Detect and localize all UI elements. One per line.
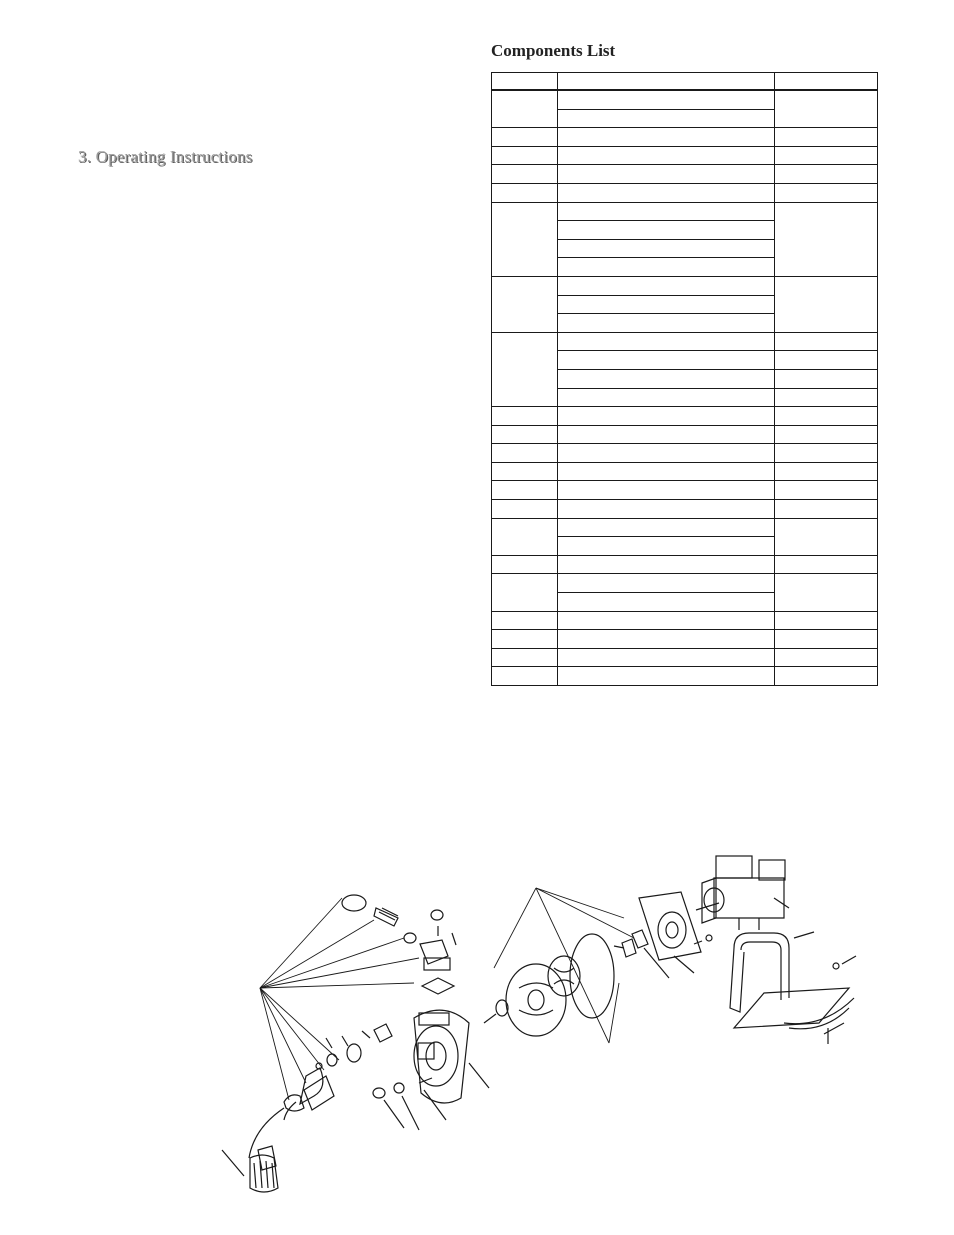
elbow-fitting-icon [342,895,456,970]
description-cell [558,611,775,630]
part-number-cell [492,165,558,184]
description-cell [558,183,775,202]
section-heading: 3. Operating Instructions [78,147,253,166]
description-cell [558,574,775,593]
description-cell [558,593,775,612]
table-row [492,500,878,519]
table-row [492,667,878,686]
description-cell [558,221,775,240]
table-header-cell [775,73,878,91]
quantity-cell [775,388,878,407]
part-number-cell [492,128,558,147]
quantity-cell [775,648,878,667]
table-row [492,90,878,109]
description-cell [558,202,775,221]
description-cell [558,537,775,556]
description-cell [558,388,775,407]
description-cell [558,555,775,574]
description-cell [558,425,775,444]
washer-icon [706,935,712,941]
table-header-cell [558,73,775,91]
part-number-cell [492,425,558,444]
description-cell [558,481,775,500]
gasket-icon [422,978,454,994]
description-cell [558,239,775,258]
description-cell [558,146,775,165]
table-row [492,518,878,537]
quantity-cell [775,276,878,332]
part-number-cell [492,630,558,649]
quantity-cell [775,351,878,370]
table-header-row [492,73,878,91]
components-table [491,72,878,686]
part-number-cell [492,332,558,406]
part-number-cell [492,407,558,426]
table-row [492,332,878,351]
table-row [492,444,878,463]
part-number-cell [492,444,558,463]
components-list-title: Components List [491,41,616,60]
hose-assembly-icon [222,1068,334,1192]
table-row [492,630,878,649]
quantity-cell [775,332,878,351]
quantity-cell [775,611,878,630]
components-table-body [492,73,878,686]
quantity-cell [775,183,878,202]
frame-icon [730,932,854,1029]
quantity-cell [775,555,878,574]
description-cell [558,90,775,109]
quantity-cell [775,574,878,611]
table-row [492,462,878,481]
description-cell [558,314,775,333]
quantity-cell [775,481,878,500]
quantity-cell [775,500,878,519]
check-valve-parts-icon [316,1024,392,1069]
part-number-cell [492,276,558,332]
quantity-cell [775,630,878,649]
description-cell [558,444,775,463]
table-row [492,202,878,221]
description-cell [558,351,775,370]
description-cell [558,332,775,351]
quantity-cell [775,165,878,184]
part-number-cell [492,667,558,686]
quantity-cell [775,667,878,686]
quantity-cell [775,425,878,444]
quantity-cell [775,90,878,128]
quantity-cell [775,369,878,388]
description-cell [558,462,775,481]
table-row [492,165,878,184]
engine-icon [696,856,789,930]
volute-seal-icon [570,934,614,1018]
table-row [492,481,878,500]
part-number-cell [492,146,558,165]
description-cell [558,276,775,295]
part-number-cell [492,555,558,574]
table-row [492,425,878,444]
description-cell [558,648,775,667]
table-row [492,183,878,202]
table-row [492,276,878,295]
part-number-cell [492,202,558,276]
table-row [492,555,878,574]
table-header-cell [492,73,558,91]
part-number-cell [492,648,558,667]
mechanical-seal-icon [614,930,669,978]
description-cell [558,128,775,147]
description-cell [558,667,775,686]
quantity-cell [775,202,878,276]
pump-housing-icon [414,1010,489,1103]
part-number-cell [492,574,558,611]
part-number-cell [492,481,558,500]
part-number-cell [492,90,558,128]
part-number-cell [492,183,558,202]
description-cell [558,407,775,426]
description-cell [558,165,775,184]
description-cell [558,258,775,277]
exploded-parts-diagram [214,838,914,1202]
quantity-cell [775,518,878,555]
table-row [492,574,878,593]
table-row [492,128,878,147]
quantity-cell [775,444,878,463]
impeller-icon [506,956,580,1036]
description-cell [558,500,775,519]
quantity-cell [775,462,878,481]
part-number-cell [492,462,558,481]
table-row [492,146,878,165]
part-number-cell [492,518,558,555]
quantity-cell [775,146,878,165]
description-cell [558,109,775,128]
part-number-cell [492,611,558,630]
description-cell [558,518,775,537]
description-cell [558,295,775,314]
quantity-cell [775,407,878,426]
table-row [492,611,878,630]
description-cell [558,369,775,388]
description-cell [558,630,775,649]
part-number-cell [492,500,558,519]
table-row [492,648,878,667]
table-row [492,407,878,426]
quantity-cell [775,128,878,147]
leader-lines-left [260,898,419,1100]
adapter-plate-icon [639,892,701,973]
